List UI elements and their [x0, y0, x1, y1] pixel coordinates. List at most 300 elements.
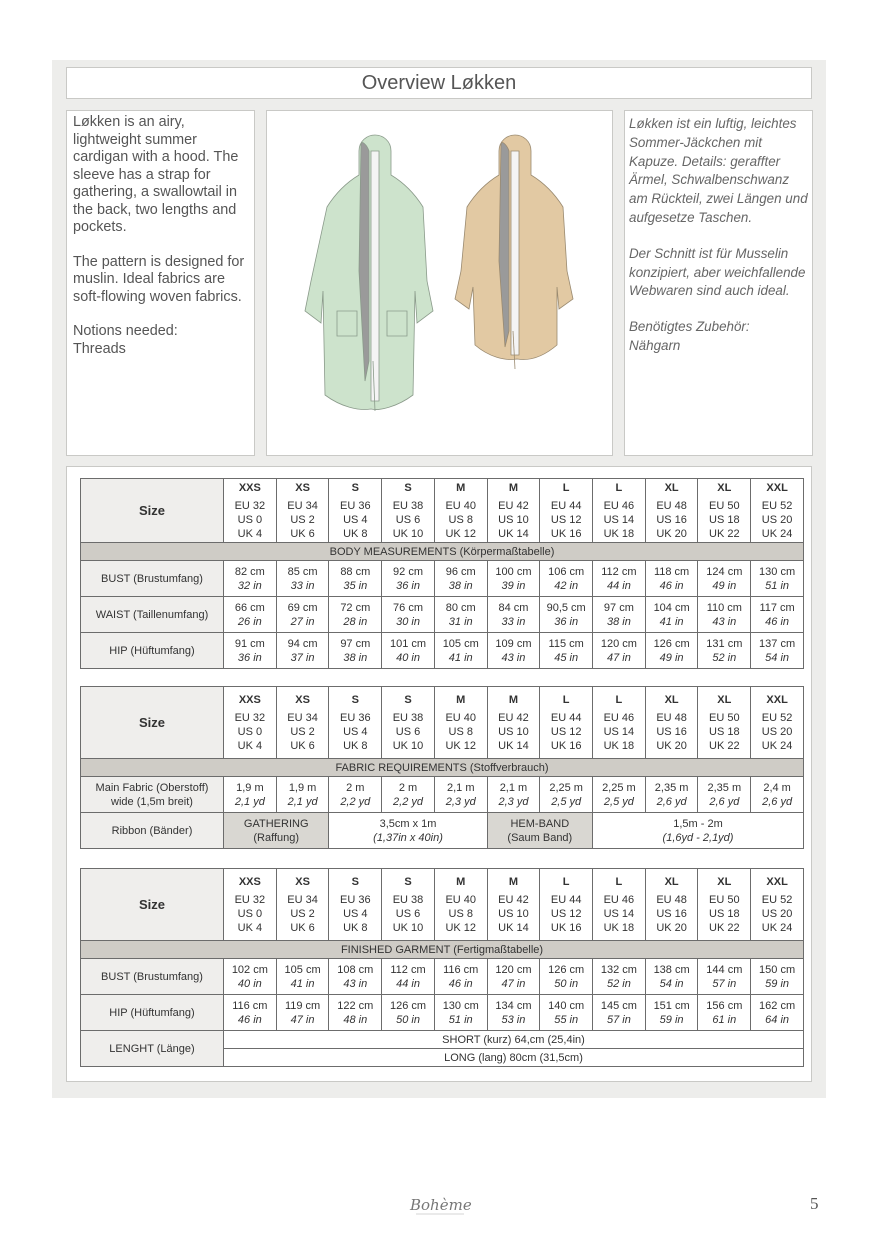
ribbon-row [81, 813, 804, 849]
fabric-amount-cell [224, 777, 277, 813]
fabric-yards: 2,6 yd [709, 795, 740, 808]
fabric-yards: 2,1 yd [234, 795, 265, 808]
value-in: 41 in [659, 615, 684, 628]
value-in: 36 in [396, 579, 420, 592]
measurement-cell [434, 597, 487, 633]
size-code: M [508, 481, 519, 494]
value-in: 47 in [501, 977, 526, 990]
measurement-cell [382, 633, 435, 669]
page-title: Overview Løkken [66, 67, 812, 99]
size-us: US 20 [761, 907, 793, 920]
size-code: XL [717, 693, 732, 706]
size-header-row [81, 869, 804, 941]
size-uk: UK 10 [392, 527, 424, 540]
fabric-amount-cell [593, 777, 646, 813]
value-cm: 96 cm [445, 565, 476, 578]
measurement-cell [224, 561, 277, 597]
measurement-cell [276, 633, 329, 669]
value-cm: 126 cm [548, 963, 585, 976]
value-in: 49 in [712, 579, 737, 592]
measurement-cell [645, 995, 698, 1031]
measurement-cell [593, 597, 646, 633]
value-in: 44 in [606, 579, 631, 592]
value-cm: 92 cm [393, 565, 423, 578]
size-code: XL [664, 875, 679, 888]
size-code: XXS [238, 693, 261, 706]
garment-illustration [266, 110, 613, 456]
size-uk: UK 18 [603, 921, 635, 934]
description-en-p1: Løkken is an airy, lightweight summer cardigan with a hood. The sleeve has a strap for gathering, a swallowtail in the back, two lengths and pockets. [73, 114, 239, 235]
value-cm: 134 cm [495, 999, 532, 1012]
size-header-cell [276, 869, 329, 941]
value-cm: 108 cm [337, 963, 374, 976]
size-code: XL [717, 481, 732, 494]
size-header-cell [487, 869, 540, 941]
size-us: US 12 [550, 513, 582, 526]
size-us: US 16 [656, 513, 687, 526]
size-eu: EU 50 [709, 893, 740, 906]
measurement-cell [751, 995, 804, 1031]
notions-value-de: Nähgarn [629, 337, 681, 353]
size-us: US 20 [761, 513, 793, 526]
measurement-cell [224, 597, 277, 633]
measurement-cell [434, 995, 487, 1031]
size-us: US 0 [237, 513, 263, 526]
size-header-cell [698, 479, 751, 543]
size-us: US 8 [448, 725, 473, 738]
size-code: L [615, 693, 623, 706]
fabric-amount-cell [698, 777, 751, 813]
value-in: 36 in [554, 615, 579, 628]
size-header-cell [645, 687, 698, 759]
notions-value: Threads [73, 340, 126, 357]
size-code: XL [664, 693, 679, 706]
value-in: 64 in [765, 1013, 790, 1026]
hem-band-value-cell [593, 813, 804, 849]
body-measurements-table [80, 478, 804, 669]
size-code: L [615, 875, 623, 888]
measurement-row [81, 633, 804, 669]
size-eu: EU 36 [340, 711, 371, 724]
size-us: US 14 [603, 513, 635, 526]
size-code: XL [717, 875, 732, 888]
size-code: XXS [238, 875, 261, 888]
size-uk: UK 18 [603, 527, 635, 540]
length-long: LONG (lang) 80cm (31,5cm) [224, 1049, 804, 1067]
value-cm: 85 cm [287, 565, 318, 578]
size-us: US 18 [709, 907, 740, 920]
value-in: 51 in [448, 1013, 473, 1026]
value-cm: 105 cm [284, 963, 321, 976]
measurement-cell [540, 561, 593, 597]
size-header-row [81, 479, 804, 543]
size-eu: EU 38 [392, 893, 424, 906]
size-header-cell [751, 687, 804, 759]
size-header-cell [593, 687, 646, 759]
value-in: 52 in [606, 977, 631, 990]
value-cm: 102 cm [231, 963, 268, 976]
value-in: 47 in [606, 651, 631, 664]
size-eu: EU 38 [392, 499, 424, 512]
size-eu: EU 44 [550, 711, 582, 724]
size-uk: UK 8 [343, 527, 368, 540]
value-in: 28 in [343, 615, 368, 628]
size-uk: UK 20 [656, 527, 687, 540]
fabric-yards: 2,5 yd [603, 795, 634, 808]
measurement-cell [224, 633, 277, 669]
size-code: S [351, 693, 359, 706]
size-eu: EU 52 [761, 893, 793, 906]
measurement-cell [593, 995, 646, 1031]
size-code: S [351, 481, 359, 494]
fabric-meters: 2,25 m [549, 781, 583, 794]
size-code: XXL [766, 875, 788, 888]
value-cm: 97 cm [340, 637, 371, 650]
size-eu: EU 32 [234, 711, 266, 724]
size-code: L [615, 481, 623, 494]
fabric-meters: 1,9 m [236, 781, 264, 794]
fabric-amount-cell [487, 777, 540, 813]
size-header-cell [434, 687, 487, 759]
size-eu: EU 50 [709, 711, 740, 724]
value-in: 43 in [712, 615, 737, 628]
value-in: 49 in [659, 651, 684, 664]
value-in: 53 in [501, 1013, 526, 1026]
size-eu: EU 34 [287, 499, 318, 512]
size-header-cell [645, 479, 698, 543]
size-uk: UK 22 [709, 739, 740, 752]
measurement-row [81, 561, 804, 597]
size-code: M [456, 481, 466, 494]
size-uk: UK 24 [761, 921, 793, 934]
measurement-label: HIP (Hüftumfang) [81, 633, 224, 669]
measurement-label: BUST (Brustumfang) [81, 561, 224, 597]
size-eu: EU 48 [656, 711, 687, 724]
section-row [81, 759, 804, 777]
measurement-cell [645, 561, 698, 597]
size-uk: UK 12 [445, 739, 477, 752]
body-rows [81, 561, 804, 669]
gathering-value: 3,5cm x 1m [379, 817, 437, 830]
measurement-cell [487, 959, 540, 995]
size-us: US 18 [709, 513, 740, 526]
fabric-amount-cell [276, 777, 329, 813]
size-code: S [404, 693, 412, 706]
value-cm: 101 cm [389, 637, 427, 650]
value-cm: 122 cm [337, 999, 374, 1012]
fabric-meters: 2,4 m [763, 781, 791, 794]
size-us: US 10 [498, 907, 529, 920]
size-us: US 14 [603, 907, 635, 920]
value-cm: 145 cm [600, 999, 637, 1012]
size-eu: EU 40 [445, 499, 477, 512]
measurement-cell [382, 561, 435, 597]
size-header-cell [593, 869, 646, 941]
value-in: 43 in [501, 651, 526, 664]
size-eu: EU 44 [550, 499, 582, 512]
value-in: 43 in [343, 977, 368, 990]
size-us: US 0 [237, 907, 263, 920]
measurement-cell [329, 959, 382, 995]
value-cm: 119 cm [284, 999, 321, 1012]
size-code: XXL [766, 693, 788, 706]
size-code: L [562, 693, 570, 706]
size-code: M [508, 875, 519, 888]
size-uk: UK 6 [290, 527, 315, 540]
value-cm: 112 cm [601, 565, 637, 578]
size-us: US 2 [290, 907, 315, 920]
measurement-cell [276, 561, 329, 597]
gathering-label: GATHERING [243, 817, 309, 830]
value-cm: 112 cm [390, 963, 426, 976]
length-short: SHORT (kurz) 64,cm (25,4in) [224, 1031, 804, 1049]
fabric-yards: 2,6 yd [656, 795, 687, 808]
size-eu: EU 52 [761, 711, 793, 724]
value-cm: 69 cm [287, 601, 318, 614]
size-eu: EU 32 [234, 499, 266, 512]
fabric-meters: 2 m [398, 781, 418, 794]
size-label: Size [81, 869, 224, 941]
value-in: 33 in [290, 579, 315, 592]
section-row [81, 941, 804, 959]
fabric-yards: 2,3 yd [498, 795, 529, 808]
value-in: 38 in [448, 579, 473, 592]
value-cm: 124 cm [706, 565, 743, 578]
size-eu: EU 52 [761, 499, 793, 512]
value-cm: 88 cm [340, 565, 371, 578]
size-code: M [508, 693, 519, 706]
value-cm: 130 cm [759, 565, 796, 578]
size-eu: EU 34 [287, 711, 318, 724]
gathering-cell [224, 813, 329, 849]
finished-section-title: FINISHED GARMENT (Fertigmaßtabelle) [81, 941, 804, 959]
size-uk: UK 22 [709, 921, 740, 934]
measurement-cell [751, 633, 804, 669]
value-cm: 91 cm [234, 637, 265, 650]
measurement-cell [329, 995, 382, 1031]
value-cm: 109 cm [495, 637, 532, 650]
value-cm: 162 cm [759, 999, 796, 1012]
value-cm: 140 cm [548, 999, 585, 1012]
size-us: US 2 [290, 513, 315, 526]
boheme-logo [404, 1186, 474, 1226]
value-in: 41 in [448, 651, 473, 664]
value-in: 30 in [396, 615, 420, 628]
size-uk: UK 6 [290, 921, 315, 934]
size-us: US 4 [343, 907, 368, 920]
size-uk: UK 20 [656, 739, 687, 752]
value-in: 41 in [290, 977, 315, 990]
description-en-p2: The pattern is designed for muslin. Ideal fabrics are soft-flowing woven fabrics. [73, 253, 245, 305]
size-eu: EU 42 [498, 711, 529, 724]
size-eu: EU 46 [603, 499, 635, 512]
measurement-cell [540, 959, 593, 995]
size-eu: EU 40 [445, 711, 477, 724]
value-cm: 144 cm [706, 963, 743, 976]
hem-band-cell [487, 813, 592, 849]
size-header-cell [698, 869, 751, 941]
value-in: 52 in [712, 651, 737, 664]
page-number: 5 [810, 1194, 819, 1213]
measurement-cell [276, 597, 329, 633]
size-code: XS [295, 693, 310, 706]
value-in: 40 in [396, 651, 420, 664]
main-fabric-label-line2: wide (1,5m breit) [111, 795, 193, 808]
size-header-cell [540, 869, 593, 941]
size-eu: EU 36 [340, 499, 371, 512]
size-eu: EU 38 [392, 711, 424, 724]
size-header-cell [540, 479, 593, 543]
size-eu: EU 46 [603, 711, 635, 724]
value-in: 57 in [606, 1013, 631, 1026]
size-uk: UK 10 [392, 739, 424, 752]
size-code: L [562, 481, 570, 494]
size-code: M [456, 693, 466, 706]
measurement-cell [224, 995, 277, 1031]
size-us: US 4 [343, 725, 368, 738]
size-us: US 6 [395, 907, 421, 920]
size-us: US 6 [395, 725, 421, 738]
value-in: 50 in [554, 977, 579, 990]
size-us: US 10 [498, 725, 529, 738]
fabric-amount-cell [329, 777, 382, 813]
value-in: 61 in [712, 1013, 737, 1026]
size-uk: UK 14 [498, 527, 529, 540]
size-uk: UK 8 [343, 921, 368, 934]
size-uk: UK 10 [392, 921, 424, 934]
hem-band-value-imperial: (1,6yd - 2,1yd) [662, 831, 734, 844]
measurement-cell [329, 633, 382, 669]
description-en-notions [73, 323, 248, 358]
green-jacket [305, 135, 433, 411]
value-in: 33 in [501, 615, 526, 628]
size-eu: EU 44 [550, 893, 582, 906]
size-uk: UK 20 [656, 921, 687, 934]
length-row-short [81, 1031, 804, 1049]
size-header-cell [224, 687, 277, 759]
value-in: 59 in [659, 1013, 684, 1026]
size-uk: UK 14 [498, 739, 529, 752]
value-in: 40 in [237, 977, 262, 990]
fabric-meters: 2,25 m [602, 781, 636, 794]
value-in: 54 in [765, 651, 790, 664]
size-header-cell [645, 869, 698, 941]
size-header-cell [382, 479, 435, 543]
size-uk: UK 8 [343, 739, 368, 752]
size-header-cell [382, 869, 435, 941]
size-uk: UK 16 [550, 739, 582, 752]
hem-band-label-de: (Saum Band) [507, 831, 573, 844]
measurement-cell [593, 959, 646, 995]
fabric-yards: 2,5 yd [551, 795, 582, 808]
value-in: 31 in [448, 615, 473, 628]
main-fabric-row [81, 777, 804, 813]
value-in: 44 in [396, 977, 420, 990]
size-us: US 18 [709, 725, 740, 738]
measurement-cell [593, 633, 646, 669]
value-in: 55 in [554, 1013, 579, 1026]
fabric-meters: 2,1 m [446, 781, 475, 794]
description-english [66, 110, 255, 456]
fabric-amount-cell [540, 777, 593, 813]
size-us: US 12 [550, 907, 582, 920]
value-cm: 90,5 cm [546, 601, 586, 614]
size-us: US 0 [237, 725, 263, 738]
size-eu: EU 46 [603, 893, 635, 906]
finished-rows [81, 959, 804, 1031]
fabric-yards: 2,2 yd [340, 795, 371, 808]
value-in: 27 in [290, 615, 315, 628]
size-eu: EU 42 [498, 893, 529, 906]
value-cm: 150 cm [759, 963, 796, 976]
size-uk: UK 4 [237, 739, 263, 752]
gathering-value-imperial: (1,37in x 40in) [373, 831, 443, 844]
size-header-cell [751, 869, 804, 941]
measurement-cell [382, 995, 435, 1031]
value-cm: 151 cm [653, 999, 690, 1012]
value-cm: 117 cm [759, 601, 795, 614]
fabric-meters: 1,9 m [288, 781, 317, 794]
measurement-cell [224, 959, 277, 995]
fabric-amount-cell [434, 777, 487, 813]
value-cm: 137 cm [759, 637, 796, 650]
size-code: XL [664, 481, 679, 494]
size-code: XXS [238, 481, 261, 494]
size-header-cell [224, 869, 277, 941]
value-in: 47 in [290, 1013, 315, 1026]
value-cm: 100 cm [495, 565, 532, 578]
size-eu: EU 34 [287, 893, 318, 906]
value-in: 51 in [765, 579, 790, 592]
size-code: XXL [766, 481, 788, 494]
description-de-notions [629, 318, 808, 356]
measurement-cell [487, 561, 540, 597]
fabric-yards: 2,6 yd [762, 795, 793, 808]
size-uk: UK 6 [290, 739, 315, 752]
measurement-cell [382, 597, 435, 633]
measurement-cell [276, 959, 329, 995]
size-header-cell [329, 687, 382, 759]
size-header-cell [751, 479, 804, 543]
value-in: 32 in [237, 579, 262, 592]
measurement-label: WAIST (Taillenumfang) [81, 597, 224, 633]
size-us: US 10 [498, 513, 529, 526]
value-cm: 94 cm [287, 637, 318, 650]
value-in: 38 in [606, 615, 631, 628]
value-cm: 156 cm [706, 999, 743, 1012]
measurement-cell [487, 597, 540, 633]
value-in: 26 in [237, 615, 262, 628]
value-cm: 126 cm [653, 637, 690, 650]
size-header-cell [329, 479, 382, 543]
value-in: 59 in [765, 977, 790, 990]
value-in: 46 in [237, 1013, 262, 1026]
size-header-cell [487, 479, 540, 543]
value-in: 50 in [396, 1013, 420, 1026]
description-de-p2: Der Schnitt ist für Musselin konzipiert, aber weichfallende Webwaren sind auch ideal. [629, 245, 806, 299]
value-cm: 130 cm [442, 999, 479, 1012]
tan-jacket [455, 135, 573, 369]
size-code: S [351, 875, 359, 888]
size-label: Size [81, 479, 224, 543]
description-de-p1: Løkken ist ein luftig, leichtes Sommer-Jäckchen mit Kapuze. Details: geraffter Ärmel, Schwalbenschwanz am Rückteil, zwei Längen und aufgesetze Taschen. [629, 116, 808, 225]
value-cm: 106 cm [548, 565, 585, 578]
size-header-cell [382, 687, 435, 759]
value-cm: 116 cm [443, 963, 479, 976]
value-cm: 131 cm [706, 637, 743, 650]
fabric-yards: 2,2 yd [393, 795, 423, 808]
value-cm: 80 cm [445, 601, 476, 614]
